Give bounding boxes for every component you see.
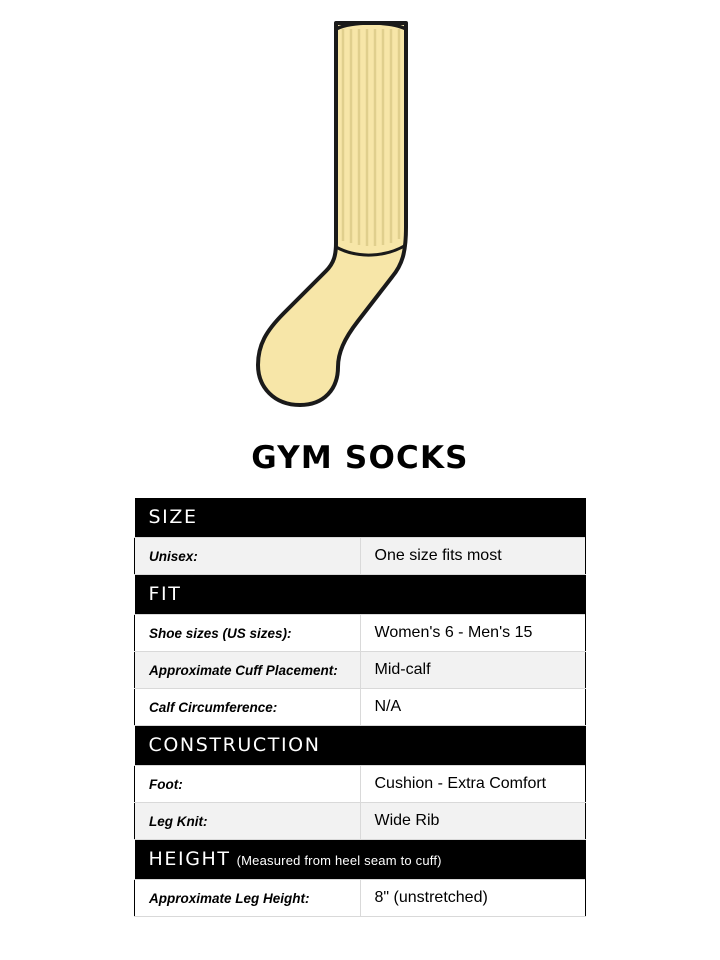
row-label: Unisex: [135, 538, 361, 575]
section-header-size [135, 498, 586, 538]
table-row [135, 615, 586, 652]
row-value: Wide Rib [360, 803, 586, 840]
size-chart-table [134, 498, 586, 917]
size-chart [134, 498, 586, 917]
table-row [135, 538, 586, 575]
page-title: GYM SOCKS [251, 440, 469, 476]
section-note [321, 739, 327, 754]
row-value: N/A [360, 689, 586, 726]
row-label: Leg Knit: [135, 803, 361, 840]
table-row [135, 766, 586, 803]
row-label: Approximate Cuff Placement: [135, 652, 361, 689]
row-label: Approximate Leg Height: [135, 880, 361, 917]
table-row [135, 689, 586, 726]
section-title: FIT [148, 583, 182, 605]
row-value: One size fits most [360, 538, 586, 575]
row-label: Calf Circumference: [135, 689, 361, 726]
row-value: Women's 6 - Men's 15 [360, 615, 586, 652]
section-header-fit [135, 575, 586, 615]
row-value: Cushion - Extra Comfort [360, 766, 586, 803]
section-note: (Measured from heel seam to cuff) [236, 853, 442, 868]
row-label: Shoe sizes (US sizes): [135, 615, 361, 652]
row-value: Mid-calf [360, 652, 586, 689]
table-row [135, 652, 586, 689]
section-header-height [135, 840, 586, 880]
row-label: Foot: [135, 766, 361, 803]
table-row [135, 803, 586, 840]
section-note [181, 588, 187, 603]
table-row [135, 880, 586, 917]
section-header-construction [135, 726, 586, 766]
section-note [198, 511, 204, 526]
section-title: SIZE [148, 506, 198, 528]
section-title: CONSTRUCTION [148, 734, 321, 756]
section-title: HEIGHT [148, 848, 231, 870]
row-value: 8" (unstretched) [360, 880, 586, 917]
gym-sock-illustration [0, 0, 720, 430]
